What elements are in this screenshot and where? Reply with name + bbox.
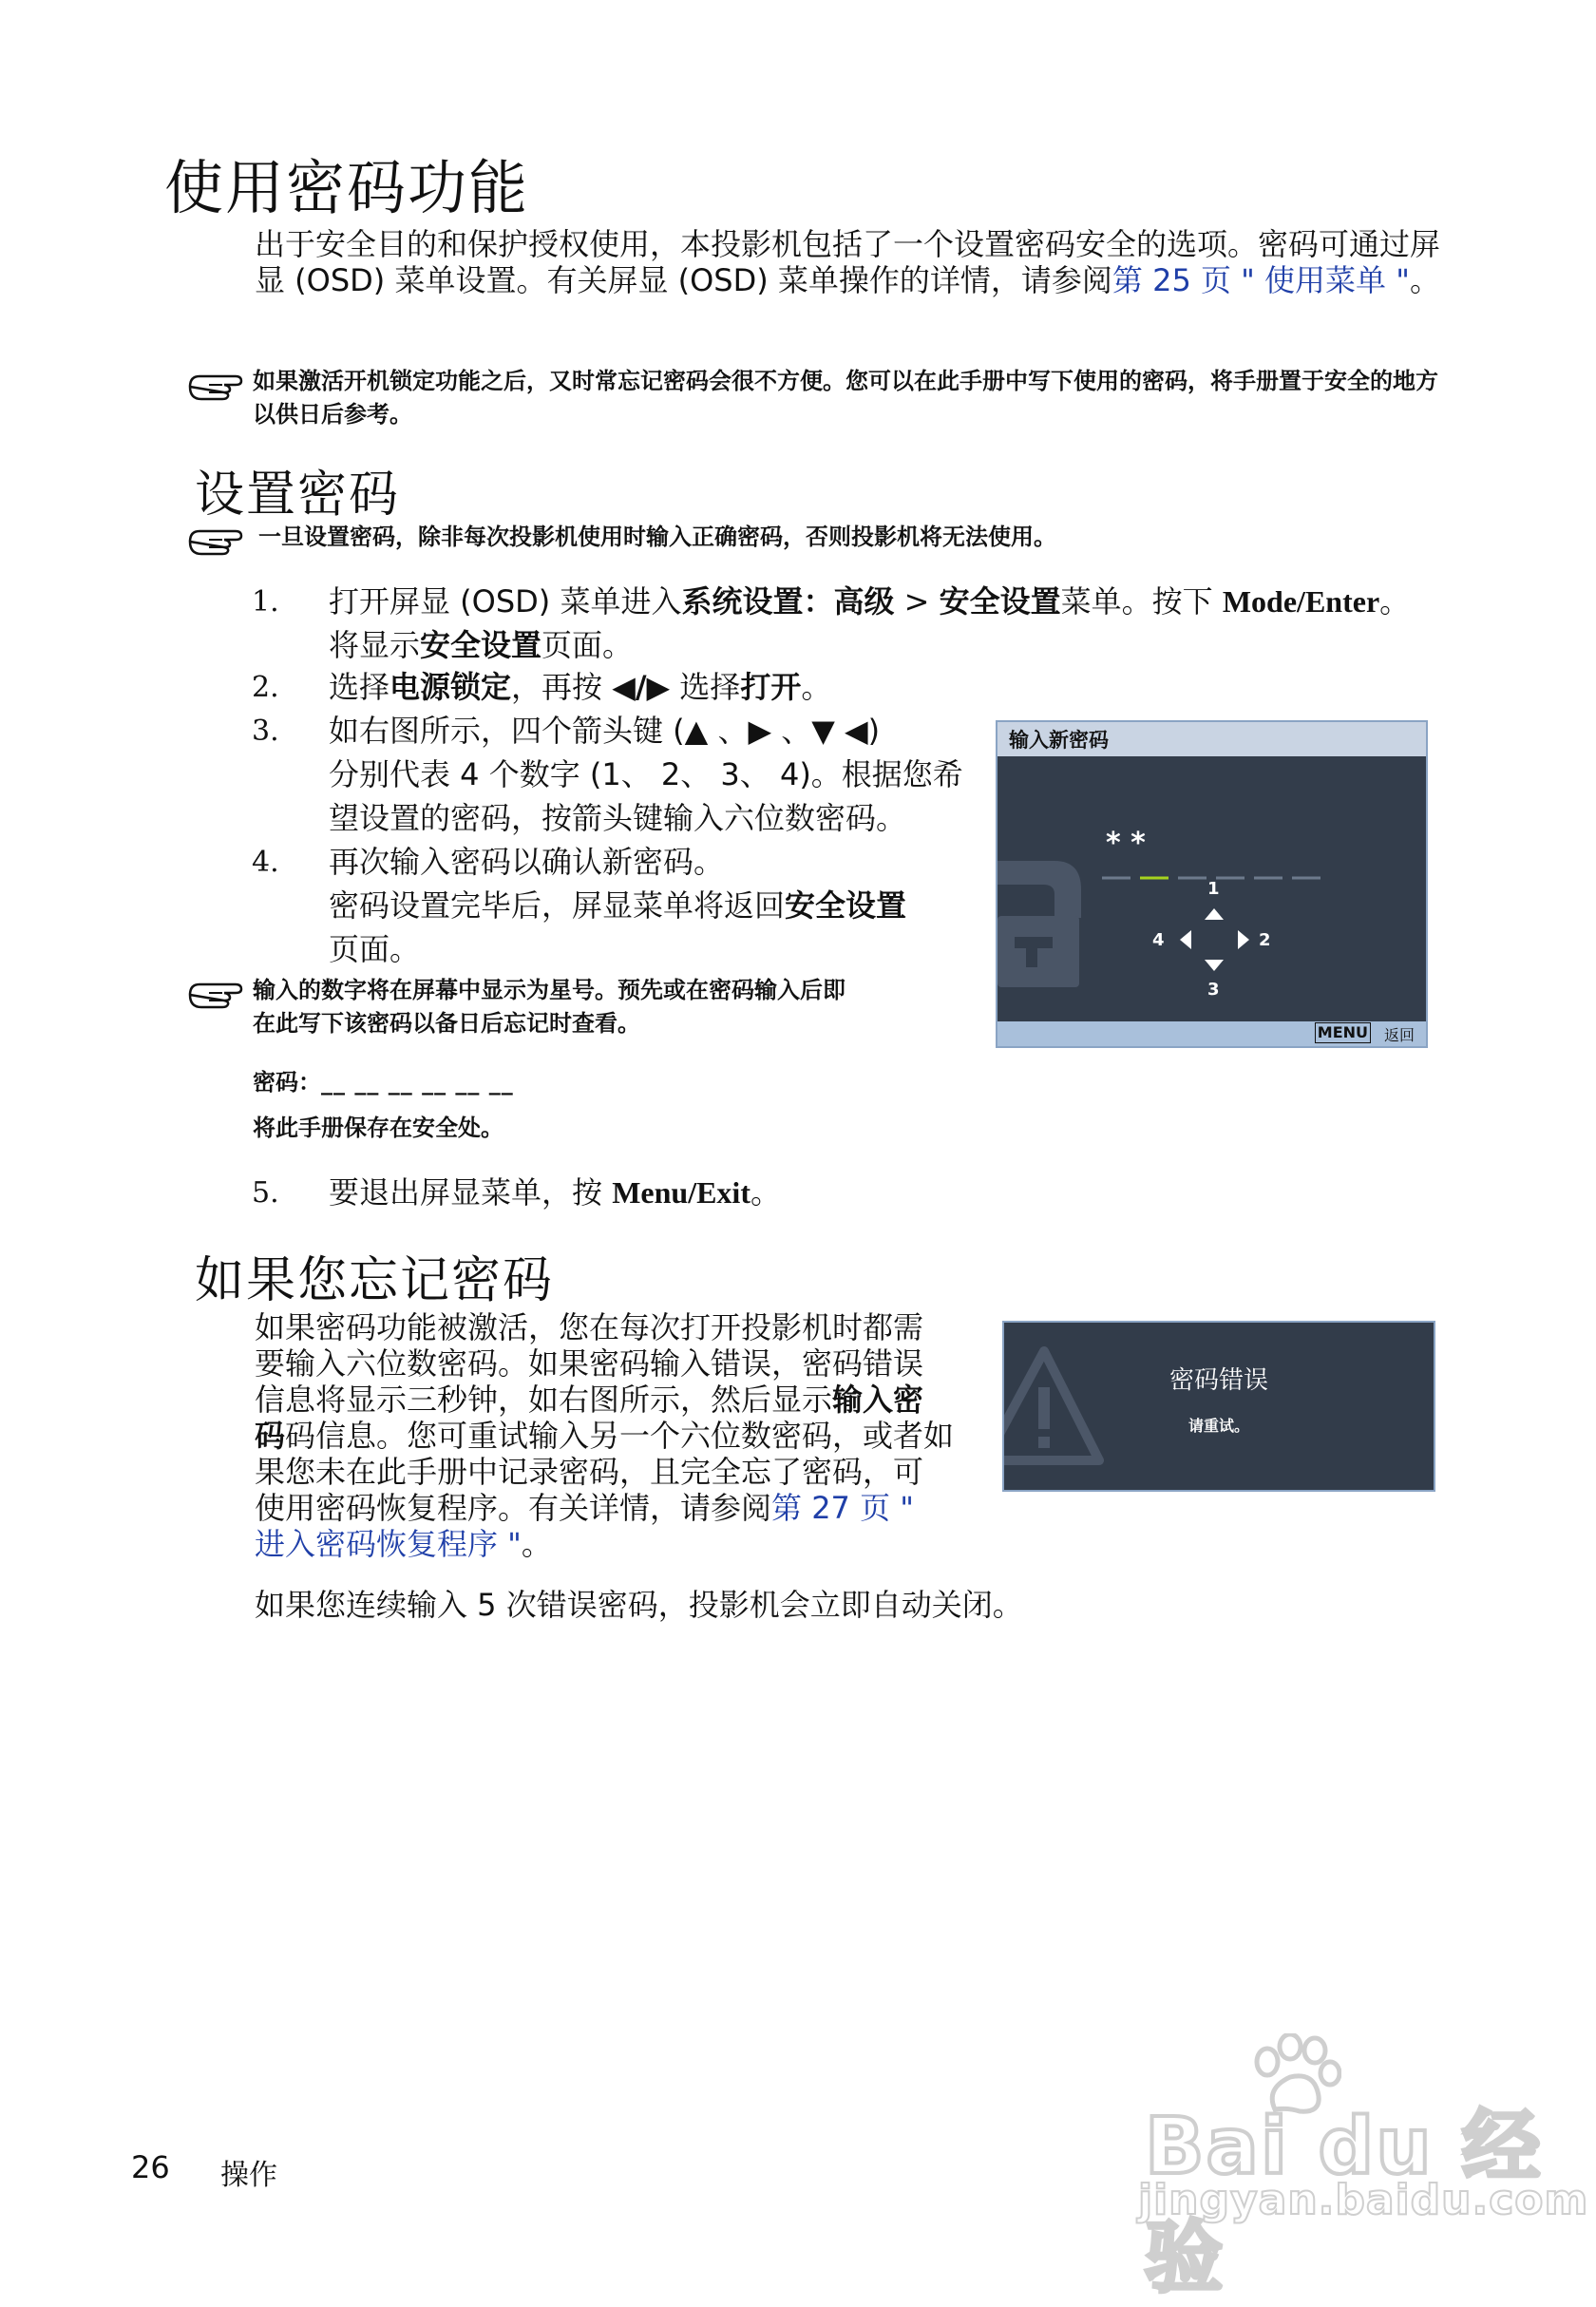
key-label-up: 1 [1207, 879, 1220, 899]
forgot-paragraph [255, 1309, 986, 1562]
step-3 [329, 709, 975, 840]
forgot-line-6: 使用密码恢复程序。有关详情，请参阅第 27 页 " [255, 1490, 914, 1526]
step-3-line-2: 分别代表 4 个数字 (1、 2、 3、 4)。根据您希 [329, 756, 963, 792]
step-number: 2. [252, 671, 279, 704]
step-4-line-3: 页面。 [329, 931, 421, 967]
page-number: 26 [131, 2149, 170, 2185]
step-1-line-1: 打开屏显 (OSD) 菜单进入系统设置：高级 > 安全设置菜单。按下 Mode/Enter。 [329, 583, 1411, 620]
osd-new-password-screen [996, 720, 1428, 1048]
note-lock-reminder: 如果激活开机锁定功能之后，又时常忘记密码会很不方便。您可以在此手册中写下使用的密码，将手册置于安全的地方以供日后参考。 [253, 368, 1438, 428]
step-number: 3. [252, 715, 279, 748]
intro-end: 。 [1409, 262, 1440, 298]
step-number: 1. [252, 585, 279, 619]
page-title: 使用密码功能 [164, 153, 530, 222]
forgot-line-5: 果您未在此手册中记录密码，且完全忘了密码，可 [255, 1454, 924, 1490]
menu-key-label: MENU [1315, 1022, 1371, 1043]
note-asterisk [253, 974, 975, 1040]
note-asterisk-line-1: 输入的数字将在屏幕中显示为星号。预先或在密码输入后即 [253, 977, 846, 1003]
left-arrow-icon [1180, 930, 1191, 949]
forgot-line-4: 码码信息。您可重试输入另一个六位数密码，或者如 [255, 1418, 955, 1454]
section-title-set-password: 设置密码 [195, 467, 401, 524]
keep-manual-note: 将此手册保存在安全处。 [253, 1115, 504, 1141]
key-label-left: 4 [1152, 930, 1165, 950]
step-4 [329, 840, 975, 971]
password-record-line [253, 1066, 514, 1099]
note-asterisk-line-2: 在此写下该密码以备日后忘记时查看。 [253, 1010, 640, 1037]
lock-icon [998, 861, 1081, 987]
step-2: 选择电源锁定，再按 ◀/▶ 选择打开。 [329, 669, 832, 705]
recovery-link-part-2[interactable]: 进入密码恢复程序 " [255, 1526, 522, 1562]
intro-text: 出于安全目的和保护授权使用，本投影机包括了一个设置密码安全的选项。密码可通过屏显 (OSD) 菜单设置。有关屏显 (OSD) 菜单操作的详情，请参阅 [255, 226, 1441, 298]
error-title: 密码错误 [1168, 1366, 1268, 1395]
step-1-line-2: 将显示安全设置页面。 [329, 627, 634, 663]
osd-footer [998, 1021, 1426, 1046]
forgot-line-2: 要输入六位数密码。如果密码输入错误，密码错误 [255, 1345, 924, 1382]
password-label: 密码： [253, 1069, 321, 1096]
auto-shutdown-note: 如果您连续输入 5 次错误密码，投影机会立即自动关闭。 [255, 1587, 1023, 1623]
step-4-line-2: 密码设置完毕后，屏显菜单将返回安全设置 [329, 887, 907, 924]
forgot-line-1: 如果密码功能被激活，您在每次打开投影机时都需 [255, 1309, 924, 1345]
entered-digits-stars: * * [1106, 827, 1146, 860]
step-1 [329, 580, 1450, 667]
right-arrow-icon [1238, 930, 1249, 949]
error-subtitle: 请重试。 [1188, 1417, 1249, 1435]
forgot-line-7: 进入密码恢复程序 "。 [255, 1526, 552, 1562]
arrow-keys [1180, 908, 1249, 971]
password-blanks: __ __ __ __ __ __ [321, 1069, 514, 1096]
step-3-line-3: 望设置的密码，按箭头键输入六位数密码。 [329, 800, 907, 836]
footer-section: 操作 [220, 2159, 277, 2192]
watermark-url: jingyan.baidu.com [1138, 2176, 1589, 2224]
step-3-line-1: 如右图所示，四个箭头键 (▲ 、▶ 、▼ ◀) [329, 713, 881, 749]
key-label-right: 2 [1259, 930, 1271, 950]
pointing-hand-icon [186, 525, 245, 558]
note-password-required: 一旦设置密码，除非每次投影机使用时输入正确密码，否则投影机将无法使用。 [258, 524, 1056, 550]
section-title-forgot-password: 如果您忘记密码 [195, 1252, 555, 1309]
back-label: 返回 [1383, 1026, 1415, 1044]
recovery-link-part-1[interactable]: 第 27 页 " [771, 1490, 914, 1526]
watermark-brand: Bai du 经验 [1145, 2102, 1543, 2303]
pointing-hand-icon [186, 979, 245, 1011]
key-label-down: 3 [1207, 980, 1220, 1000]
forgot-line-3: 信息将显示三秒钟，如右图所示，然后显示输入密 [255, 1382, 924, 1418]
up-arrow-icon [1205, 908, 1224, 920]
down-arrow-icon [1205, 960, 1224, 971]
osd-password-error-screen [1002, 1321, 1435, 1492]
step-number: 5. [252, 1176, 279, 1210]
pointing-hand-icon [186, 371, 245, 403]
intro-link[interactable]: 第 25 页 " 使用菜单 " [1112, 262, 1410, 298]
osd-header: 输入新密码 [998, 722, 1426, 756]
intro-paragraph [255, 226, 1442, 298]
step-number: 4. [252, 846, 279, 879]
step-4-line-1: 再次输入密码以确认新密码。 [329, 844, 725, 880]
step-5: 要退出屏显菜单，按 Menu/Exit。 [329, 1174, 781, 1211]
